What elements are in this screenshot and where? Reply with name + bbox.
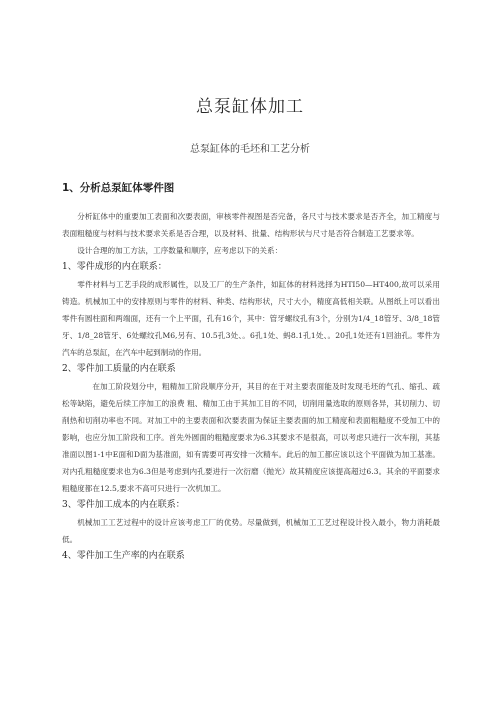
section-2-title: 2、零件加工质量的内在联系 (62, 364, 176, 374)
section-heading: 1、分析总泵缸体零件图 (62, 182, 175, 194)
section-1-text: 零件材料与工艺手段的成形属性，以及工厂的生产条件，如缸体的材料选择为HTI50—HT400,故可以采用铸造。机械加工中的安排原则与零件的材料、种类、结构形状，尺寸大小，精度高低相关联。从图纸上可以看出零件有圆柱面和两端面，还有一个上平面，孔有16个，其中：管牙螺纹孔有3个，分别为1/4_18管牙、3/8_18管牙、1/8_28管牙、6处螺纹孔M6,另有、10.5孔3处、。6孔1处、蚂8.1孔1处、。20孔1处还有1回油孔。零件为汽车的总泵缸，在汽车中起到制动的作用。 (62, 280, 440, 357)
section-3-title: 3、零件加工成本的内在联系： (62, 500, 185, 510)
section-2-text: 在加工阶段划分中，粗精加工阶段顺序分开，其目的在于对主要表面能及时发现毛坯的气孔、缩孔、疏松等缺陷，避免后续工序加工的浪费 粗、精加工由于其加工目的不同，切削用量选取的原则各异，其切削力、切削热和切削功率也不同。对加工中的主要表面和次要表面为保证主要表面的加工精度和表面粗糙度不受加工中的影响，也应分加工阶段和工序。首先外圆面的粗糙度要求为6.3其要求不是很高，可以考虑只进行一次车削，其基准面以图1-1中E面和D面为基准面，如有需要可再安排一次精车。此后的加工都应该以这个平面做为加工基准。对内孔粗糙度要求也为6.3但是考虑到内孔要进行一次衍磨（抛光）故其精度应该提高超过6.3。其余的平面要求粗糙度都在12.5,要求不高可只进行一次机加工。 (62, 382, 440, 493)
design-paragraph: 设计合理的加工方法，工序数量和顺序，应考虑以下的关系： (77, 246, 283, 255)
document-body (62, 208, 440, 565)
document-title: 总泵缸体加工 (196, 97, 304, 117)
section-1-title: 1、零件成形的内在联系： (62, 262, 167, 272)
section-3-text: 机械加工工艺过程中的设计应该考虑工厂的优势。尽量做到，机械加工工艺过程设计投入最小，物力消耗最低。 (62, 518, 440, 544)
section-4-title: 4、零件加工生产率的内在联系 (62, 551, 185, 561)
intro-paragraph: 分析缸体中的重要加工表面和次要表面，审核零件视图是否完备，各尺寸与技术要求是否齐全，加工精度与表面粗糙度与材料与技术要求关系是否合理，以及材料、批量、结构形状与尺寸是否符合制造工艺要求等。 (62, 212, 440, 238)
document-subtitle: 总泵缸体的毛坯和工艺分析 (190, 144, 310, 155)
